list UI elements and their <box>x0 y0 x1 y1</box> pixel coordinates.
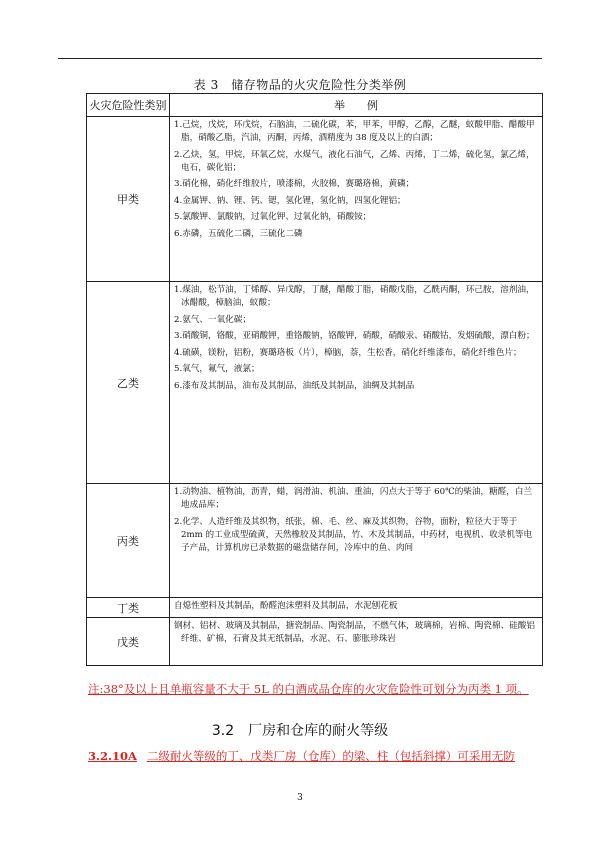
clause-number: 3.2.10A <box>88 749 137 763</box>
list-item: 5.氯酸钾、氯酸钠，过氧化钾、过氧化钠，硝酸铵； <box>174 212 372 222</box>
list-item: 5.氧气，氟气，液氯； <box>174 364 260 374</box>
table-caption: 表 3 储存物品的火灾危险性分类举例 <box>193 78 407 92</box>
table-row-class-b <box>87 282 543 484</box>
list-item: 1.己烷，戊烷，环戊烷，石脑油，二硫化碳，苯，甲苯，甲醇，乙醇，乙醚，蚁酸甲脂、醋酸甲脂，硝酸乙脂，汽油，丙酮，丙烯，酒精度为 38 度及以上的白酒； <box>174 120 535 143</box>
page-number: 3 <box>297 793 303 803</box>
table-note: 注:38°及以上且单瓶容量不大于 5L 的白酒成品仓库的火灾危险性可划分为丙类 1 项。 <box>88 682 529 696</box>
category-cell: 乙类 <box>87 282 170 484</box>
table-row-class-a <box>87 117 543 282</box>
list-item: 6.漆布及其制品，油布及其制品，油纸及其制品，油绸及其制品 <box>174 380 415 391</box>
category-cell: 丙类 <box>87 484 170 598</box>
category-cell: 戊类 <box>87 618 170 666</box>
list-item: 4.金属钾、钠、锂、钙、锶，氢化锂，氢化钠，四氢化锂铝； <box>174 195 406 206</box>
fire-hazard-classification-table <box>86 93 543 666</box>
examples-cell <box>170 282 543 484</box>
list-item: 2.化学、人造纤维及其织物，纸张，棉、毛、丝、麻及其织物，谷物，面粉，粒径大于等于 2mm 的工业成型硫黄，天然橡胶及其制品，竹、木及其制品，中药材，电视机、收录机等电子产品，计算机房已录数据的磁盘储存间，冷库中的鱼、肉间 <box>174 516 533 553</box>
header-rule <box>58 58 542 59</box>
list-item: 1.动物油、植物油，沥青，蜡，润滑油、机油、重油，闪点大于等于 60℃的柴油，糖醛，白兰地成品库； <box>174 487 533 510</box>
category-cell: 丁类 <box>87 598 170 618</box>
list-item: 4.硫磺，镁粉，铝粉，赛璐珞板（片），樟脑，萘，生松香，硝化纤维漆布，硝化纤维色片； <box>174 347 522 358</box>
list-item: 2.乙炔，氢，甲烷，环氧乙烷，水煤气，液化石油气，乙烯、丙烯，丁二烯，硫化氢，氯乙烯，电石，碳化铝； <box>174 149 535 173</box>
list-item: 2.氨气、一氧化碳； <box>174 314 251 325</box>
column-header-category: 火灾危险性类别 <box>87 94 170 117</box>
table-row-class-c <box>87 484 543 598</box>
clause-paragraph <box>88 748 544 764</box>
clause-text: 二级耐火等级的丁、戊类厂房（仓库）的梁、柱（包括斜撑）可采用无防 <box>146 749 515 763</box>
examples-cell <box>170 618 543 666</box>
list-item: 1.煤油，松节油，丁烯醇、异戊醇，丁醚，醋酸丁脂，硝酸戊脂，乙酰丙酮，环己胺，溶剂油，冰醋酸，樟脑油，蚁酸； <box>174 285 535 308</box>
examples-cell <box>170 484 543 598</box>
examples-cell <box>170 117 543 282</box>
section-heading: 3.2 厂房和仓库的耐火等级 <box>211 723 389 739</box>
category-cell: 甲类 <box>87 117 170 282</box>
list-item: 钢材、铝材、玻璃及其制品，搪瓷制品、陶瓷制品，不燃气体，玻璃棉，岩棉、陶瓷棉、硅酸铝纤维、矿棉，石膏及其无纸制品，水泥、石、膨胀珍珠岩 <box>174 621 535 644</box>
examples-cell <box>170 598 543 618</box>
table-header-row <box>87 94 543 117</box>
table-row-class-d <box>87 598 543 618</box>
list-item: 3.硝酸铜，铬酸，亚硝酸钾，重铬酸钠，铬酸钾，硝酸，硝酸汞、硝酸钴，发烟硫酸，漂白粉； <box>174 331 535 341</box>
list-item: 自熄性塑料及其制品，酚醛泡沫塑料及其制品，水泥刨花板 <box>174 601 398 611</box>
column-header-examples: 举 例 <box>170 94 543 117</box>
list-item: 6.赤磷，五硫化二磷，三硫化二磷 <box>174 228 303 239</box>
list-item: 3.硝化棉，硝化纤维胶片，喷漆棉，火胶棉，赛璐珞棉，黄磷； <box>174 179 415 189</box>
table-row-class-e <box>87 618 543 666</box>
